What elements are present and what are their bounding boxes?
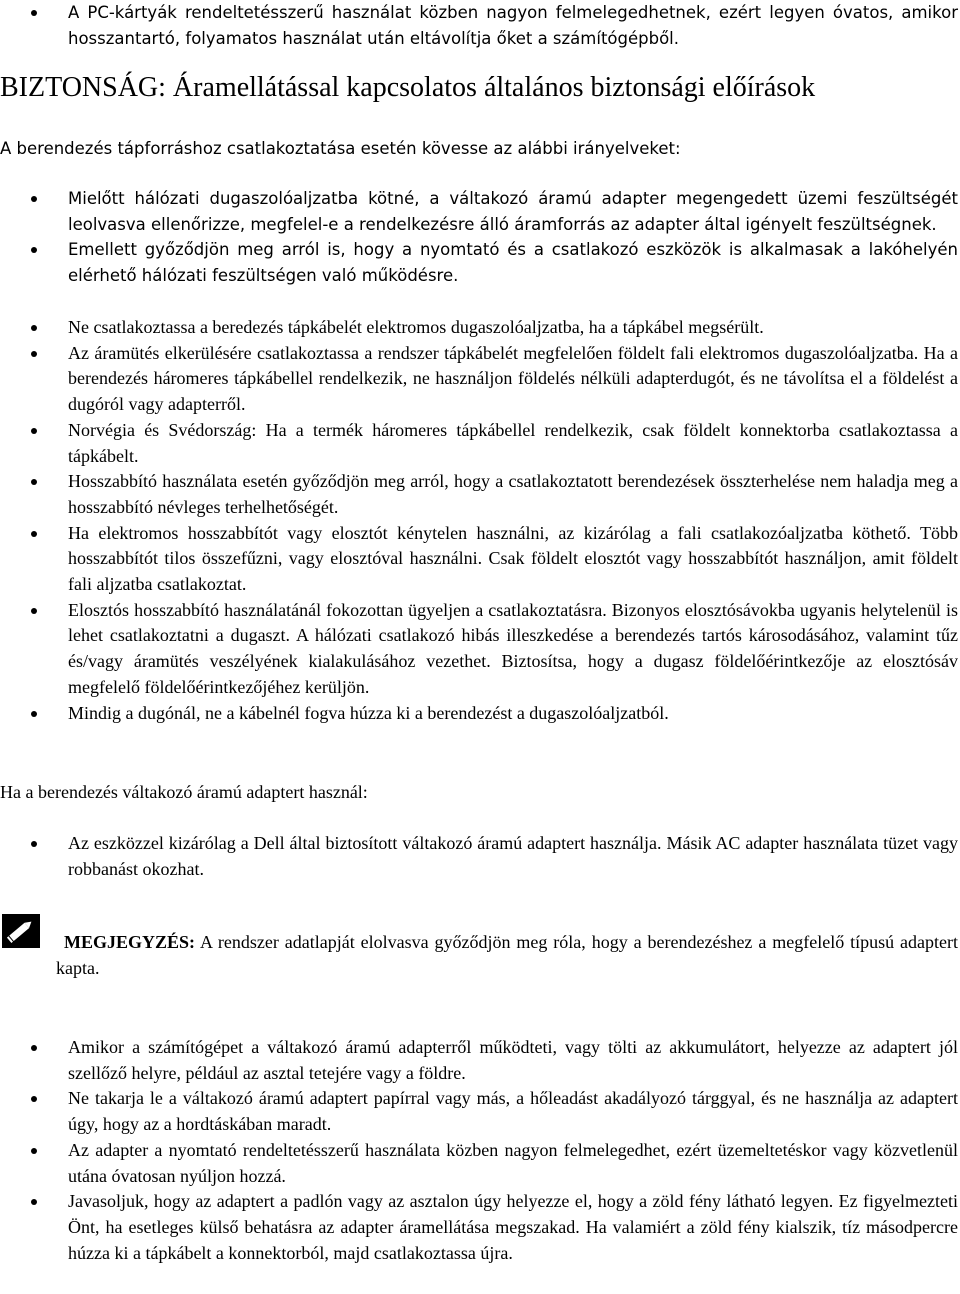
list-item: Ha elektromos hosszabbítót vagy elosztót kénytelen használni, az kizárólag a fali csatlakozóaljzatba köthető. Több hosszabbítót tilos összefűzni, vagy elosztóval használni. Csak földelt elosztót vagy hosszabbítót használjon, amit földelt fali aljzatba csatlakoztat. — [0, 521, 960, 598]
list-item: Emellett győződjön meg arról is, hogy a nyomtató és a csatlakozó eszközök is alkalmasak a lakóhelyén elérhető hálózati feszültségen való működésre. — [0, 237, 960, 288]
power-guidelines-list-serif — [0, 315, 960, 726]
list-item: Elosztós hosszabbító használatánál fokozottan ügyeljen a csatlakoztatásra. Bizonyos elosztósávokba ugyanis helytelenül is lehet csatlakoztatni a dugaszt. A hálózati csatlakozó hibás illeszkedése a berendezés tartós károsodásához, valamint tűz és/vagy áramütés veszélyének kialakulásához vezethet. Biztosítsa, hogy a dugasz földelőérintkezője az elosztósáv megfelelő földelőérintkezőjéhez kerüljön. — [0, 598, 960, 701]
list-item: Az áramütés elkerülésére csatlakoztassa a rendszer tápkábelét megfelelően földelt fali elektromos dugaszolóaljzatba. Ha a berendezés háromeres tápkábellel rendelkezik, ne használjon földelés nélküli adapterdugót, és ne távolítsa el a földelést a dugóról vagy adapterről. — [0, 341, 960, 418]
list-item: A PC-kártyák rendeltetésszerű használat közben nagyon felmelegedhetnek, ezért legyen óvatos, amikor hosszantartó, folyamatos használat után eltávolítja őket a számítógépből. — [0, 0, 960, 51]
adapter-usage-list — [0, 1035, 960, 1266]
list-item: Ne takarja le a váltakozó áramú adaptert papírral vagy más, a hőleadást akadályozó tárggyal, és ne használja az adaptert úgy, hogy az a hordtáskában maradt. — [0, 1086, 960, 1137]
list-item: Az adapter a nyomtató rendeltetésszerű használata közben nagyon felmelegedhet, ezért üzemeltetéskor vagy közvetlenül utána óvatosan nyúljon hozzá. — [0, 1138, 960, 1189]
pc-card-list — [0, 0, 960, 51]
section-heading: BIZTONSÁG: Áramellátással kapcsolatos általános biztonsági előírások — [0, 72, 816, 103]
note-paragraph — [56, 930, 958, 981]
list-item: Az eszközzel kizárólag a Dell által biztosított váltakozó áramú adaptert használja. Másik AC adapter használata tüzet vagy robbanást okozhat. — [0, 831, 960, 882]
list-item: Mielőtt hálózati dugaszolóaljzatba kötné, a váltakozó áramú adapter megengedett üzemi feszültségét leolvasva ellenőrizze, megfelel-e a rendelkezésre álló áramforrás az adapter által igényelt feszültségnek. — [0, 186, 960, 237]
power-guidelines-list-sans — [0, 186, 960, 288]
list-item: Javasoljuk, hogy az adaptert a padlón vagy az asztalon úgy helyezze el, hogy a zöld fény látható legyen. Ez figyelmezteti Önt, ha esetleges külső behatásra az adapter áramellátása megszakad. Ha valamiért a zöld fény kialszik, tíz másodpercre húzza ki a tápkábelt a konnektorból, majd csatlakoztassa újra. — [0, 1189, 960, 1266]
intro-text: A berendezés tápforráshoz csatlakoztatása esetén kövesse az alábbi irányelveket: — [0, 139, 681, 158]
list-item: Ne csatlakoztassa a beredezés tápkábelét elektromos dugaszolóaljzatba, ha a tápkábel megsérült. — [0, 315, 960, 341]
list-item: Norvégia és Svédország: Ha a termék háromeres tápkábellel rendelkezik, csak földelt konnektorba csatlakoztassa a tápkábelt. — [0, 418, 960, 469]
note-pencil-icon — [2, 914, 40, 948]
list-item: Hosszabbító használata esetén győződjön meg arról, hogy a csatlakoztatott berendezések összterhelése nem haladja meg a hosszabbító névleges terhelhetőségét. — [0, 469, 960, 520]
list-item: Amikor a számítógépet a váltakozó áramú adapterről működteti, vagy tölti az akkumulátort, helyezze az adaptert jól szellőző helyre, például az asztal tetejére vagy a földre. — [0, 1035, 960, 1086]
list-item: Mindig a dugónál, ne a kábelnél fogva húzza ki a berendezést a dugaszolóaljzatból. — [0, 701, 960, 727]
adapter-intro-text: Ha a berendezés váltakozó áramú adaptert használ: — [0, 782, 368, 802]
note-text: A rendszer adatlapját elolvasva győződjön meg róla, hogy a berendezéshez a megfelelő típusú adaptert kapta. — [56, 932, 958, 978]
adapter-list — [0, 831, 960, 882]
note-label: MEGJEGYZÉS: — [64, 932, 196, 952]
